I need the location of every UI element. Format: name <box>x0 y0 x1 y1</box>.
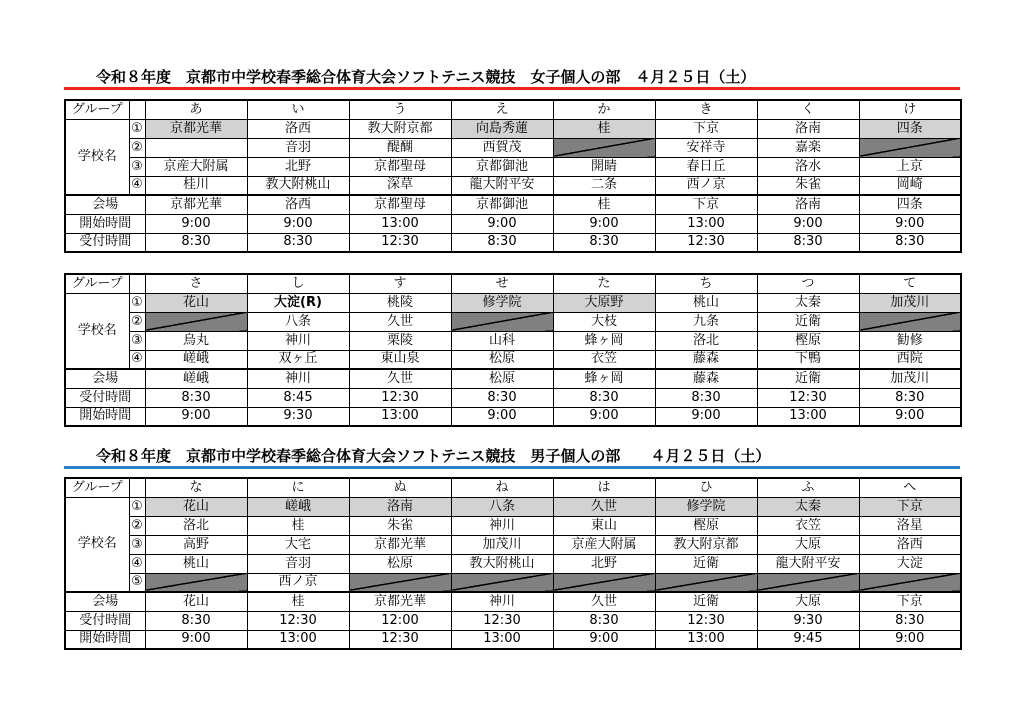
school-name: 京都光華 <box>349 535 451 554</box>
school-name: 上京 <box>859 157 961 176</box>
reception-time-row <box>65 611 961 630</box>
venue-row <box>65 369 961 388</box>
school-name: 桃山 <box>145 554 247 573</box>
school-name: 洛南 <box>757 119 859 138</box>
reception-time-value: 12:30 <box>247 611 349 630</box>
start-time-value: 12:30 <box>349 630 451 649</box>
girls-table-1 <box>64 99 962 253</box>
venue-value: 花山 <box>145 592 247 611</box>
school-row <box>65 157 961 176</box>
school-name: 朱雀 <box>349 516 451 535</box>
empty-slot <box>451 573 553 592</box>
boys-heading-rule <box>64 466 960 469</box>
school-name: 神川 <box>247 331 349 350</box>
venue-label: 会場 <box>65 369 145 388</box>
reception-time-value: 12:30 <box>451 611 553 630</box>
group-header-row <box>65 478 961 497</box>
boys-table <box>64 477 962 650</box>
venue-value: 洛西 <box>247 195 349 214</box>
reception-time-value: 8:30 <box>451 233 553 252</box>
group-name: な <box>145 478 247 497</box>
venue-value: 久世 <box>553 592 655 611</box>
entry-number: ③ <box>129 157 145 176</box>
school-name <box>145 138 247 157</box>
group-name: く <box>757 100 859 119</box>
group-header-row <box>65 100 961 119</box>
spacer-cell <box>129 274 145 293</box>
school-name: 大宅 <box>247 535 349 554</box>
venue-value: 京都光華 <box>349 592 451 611</box>
school-name: 桂 <box>247 516 349 535</box>
school-name: 深草 <box>349 176 451 195</box>
venue-value: 蜂ヶ岡 <box>553 369 655 388</box>
school-name: 西ノ京 <box>655 176 757 195</box>
school-name: 嘉楽 <box>757 138 859 157</box>
venue-value: 神川 <box>247 369 349 388</box>
school-name: 洛北 <box>655 331 757 350</box>
school-name: 花山 <box>145 293 247 312</box>
school-name: 下鴨 <box>757 350 859 369</box>
school-name: 松原 <box>451 350 553 369</box>
reception-time-row <box>65 233 961 252</box>
school-name: 大原野 <box>553 293 655 312</box>
reception-time-value: 12:30 <box>349 233 451 252</box>
school-name: 勧修 <box>859 331 961 350</box>
school-name: 京産大附属 <box>145 157 247 176</box>
empty-slot <box>145 312 247 331</box>
venue-row <box>65 592 961 611</box>
school-name: 洛西 <box>859 535 961 554</box>
reception-time-label: 受付時間 <box>65 611 145 630</box>
school-name: 朱雀 <box>757 176 859 195</box>
venue-value: 加茂川 <box>859 369 961 388</box>
empty-slot <box>451 312 553 331</box>
entry-number: ③ <box>129 535 145 554</box>
reception-time-value: 8:30 <box>145 233 247 252</box>
school-name: 修学院 <box>655 497 757 516</box>
empty-slot <box>553 573 655 592</box>
group-name: は <box>553 478 655 497</box>
school-name: 安祥寺 <box>655 138 757 157</box>
school-name: 開睛 <box>553 157 655 176</box>
start-time-value: 9:00 <box>553 407 655 426</box>
school-name: 音羽 <box>247 138 349 157</box>
empty-slot <box>859 312 961 331</box>
venue-value: 大原 <box>757 592 859 611</box>
group-label: グループ <box>65 274 129 293</box>
school-row <box>65 119 961 138</box>
school-name: 教大附桃山 <box>451 554 553 573</box>
group-name: さ <box>145 274 247 293</box>
school-name: 近衛 <box>757 312 859 331</box>
start-time-value: 9:00 <box>247 214 349 233</box>
group-name: て <box>859 274 961 293</box>
school-name: 桂 <box>553 119 655 138</box>
group-name: い <box>247 100 349 119</box>
reception-time-value: 8:30 <box>859 233 961 252</box>
school-name: 栗陵 <box>349 331 451 350</box>
school-row <box>65 138 961 157</box>
entry-number: ② <box>129 516 145 535</box>
reception-time-value: 8:30 <box>553 233 655 252</box>
school-row <box>65 293 961 312</box>
start-time-value: 9:00 <box>451 214 553 233</box>
venue-label: 会場 <box>65 195 145 214</box>
group-header-row <box>65 274 961 293</box>
school-name: 加茂川 <box>451 535 553 554</box>
spacer-cell <box>129 100 145 119</box>
start-time-value: 9:00 <box>655 407 757 426</box>
boys-heading: 令和８年度 京都市中学校春季総合体育大会ソフトテニス競技 男子個人の部 ４月２５日（土） <box>96 447 771 465</box>
school-name: 双ヶ丘 <box>247 350 349 369</box>
empty-slot <box>655 573 757 592</box>
school-row <box>65 554 961 573</box>
school-name: 太秦 <box>757 497 859 516</box>
reception-time-value: 12:30 <box>655 611 757 630</box>
school-name: 向島秀蓮 <box>451 119 553 138</box>
school-row <box>65 312 961 331</box>
reception-time-value: 12:00 <box>349 611 451 630</box>
school-name: 西賀茂 <box>451 138 553 157</box>
school-row <box>65 331 961 350</box>
school-name: 桃陵 <box>349 293 451 312</box>
venue-value: 京都聖母 <box>349 195 451 214</box>
school-name: 龍大附平安 <box>757 554 859 573</box>
start-time-value: 9:00 <box>859 407 961 426</box>
school-name: 大淀 <box>859 554 961 573</box>
school-name: 衣笠 <box>553 350 655 369</box>
group-name: へ <box>859 478 961 497</box>
school-row <box>65 573 961 592</box>
start-time-row <box>65 214 961 233</box>
school-name: 京産大附属 <box>553 535 655 554</box>
school-row <box>65 497 961 516</box>
school-name: 教大附桃山 <box>247 176 349 195</box>
entry-number: ② <box>129 138 145 157</box>
school-name: 藤森 <box>655 350 757 369</box>
start-time-value: 9:00 <box>145 630 247 649</box>
school-name: 嵯峨 <box>145 350 247 369</box>
school-name: 桂川 <box>145 176 247 195</box>
school-name: 久世 <box>553 497 655 516</box>
reception-time-value: 8:45 <box>247 388 349 407</box>
school-label: 学校名 <box>65 119 129 195</box>
group-name: け <box>859 100 961 119</box>
reception-time-row <box>65 388 961 407</box>
venue-value: 洛南 <box>757 195 859 214</box>
school-name: 洛南 <box>349 497 451 516</box>
school-name: 東山 <box>553 516 655 535</box>
school-name: 松原 <box>349 554 451 573</box>
reception-time-value: 8:30 <box>553 388 655 407</box>
entry-number: ④ <box>129 176 145 195</box>
school-name: 下京 <box>655 119 757 138</box>
venue-value: 下京 <box>859 592 961 611</box>
reception-time-value: 8:30 <box>655 388 757 407</box>
school-name: 八条 <box>451 497 553 516</box>
entry-number: ④ <box>129 554 145 573</box>
group-name: か <box>553 100 655 119</box>
school-name: 洛水 <box>757 157 859 176</box>
group-name: つ <box>757 274 859 293</box>
girls-heading: 令和８年度 京都市中学校春季総合体育大会ソフトテニス競技 女子個人の部 ４月２５日（土） <box>96 68 756 86</box>
entry-number: ⑤ <box>129 573 145 592</box>
start-time-label: 開始時間 <box>65 214 145 233</box>
school-name: 北野 <box>553 554 655 573</box>
school-name: 春日丘 <box>655 157 757 176</box>
empty-slot <box>553 138 655 157</box>
school-name: 神川 <box>451 516 553 535</box>
school-name: 四条 <box>859 119 961 138</box>
reception-time-value: 9:30 <box>757 611 859 630</box>
group-name: え <box>451 100 553 119</box>
start-time-value: 13:00 <box>655 214 757 233</box>
group-name: ち <box>655 274 757 293</box>
school-name: 修学院 <box>451 293 553 312</box>
school-name: 京都聖母 <box>349 157 451 176</box>
reception-time-value: 8:30 <box>859 388 961 407</box>
school-name: 山科 <box>451 331 553 350</box>
venue-value: 四条 <box>859 195 961 214</box>
start-time-row <box>65 407 961 426</box>
group-name: せ <box>451 274 553 293</box>
empty-slot <box>757 573 859 592</box>
entry-number: ① <box>129 497 145 516</box>
start-time-value: 13:00 <box>349 214 451 233</box>
venue-value: 久世 <box>349 369 451 388</box>
entry-number: ① <box>129 119 145 138</box>
start-time-label: 開始時間 <box>65 630 145 649</box>
school-name: 龍大附平安 <box>451 176 553 195</box>
school-name: 西院 <box>859 350 961 369</box>
school-name: 教大附京都 <box>349 119 451 138</box>
school-name: 大淀(R) <box>247 293 349 312</box>
reception-time-label: 受付時間 <box>65 233 145 252</box>
school-row <box>65 516 961 535</box>
school-name: 烏丸 <box>145 331 247 350</box>
school-name: 洛星 <box>859 516 961 535</box>
school-name: 八条 <box>247 312 349 331</box>
group-name: ふ <box>757 478 859 497</box>
school-name: 樫原 <box>757 331 859 350</box>
school-name: 京都光華 <box>145 119 247 138</box>
group-name: ぬ <box>349 478 451 497</box>
reception-time-value: 12:30 <box>655 233 757 252</box>
spacer-cell <box>129 478 145 497</box>
group-name: た <box>553 274 655 293</box>
girls-table-2 <box>64 273 962 427</box>
group-label: グループ <box>65 478 129 497</box>
start-time-label: 開始時間 <box>65 407 145 426</box>
start-time-value: 9:00 <box>757 214 859 233</box>
venue-value: 桂 <box>553 195 655 214</box>
start-time-value: 13:00 <box>247 630 349 649</box>
venue-label: 会場 <box>65 592 145 611</box>
school-name: 東山泉 <box>349 350 451 369</box>
empty-slot <box>859 573 961 592</box>
start-time-value: 9:00 <box>145 407 247 426</box>
reception-time-value: 8:30 <box>451 388 553 407</box>
school-name: 嵯峨 <box>247 497 349 516</box>
start-time-value: 9:45 <box>757 630 859 649</box>
school-name: 太秦 <box>757 293 859 312</box>
school-row <box>65 176 961 195</box>
school-name: 九条 <box>655 312 757 331</box>
group-name: き <box>655 100 757 119</box>
group-label: グループ <box>65 100 129 119</box>
venue-value: 桂 <box>247 592 349 611</box>
school-name: 下京 <box>859 497 961 516</box>
start-time-value: 9:00 <box>859 214 961 233</box>
school-name: 音羽 <box>247 554 349 573</box>
venue-value: 神川 <box>451 592 553 611</box>
school-name: 教大附京都 <box>655 535 757 554</box>
group-name: あ <box>145 100 247 119</box>
school-name: 西ノ京 <box>247 573 349 592</box>
school-name: 洛北 <box>145 516 247 535</box>
venue-value: 京都光華 <box>145 195 247 214</box>
group-name: に <box>247 478 349 497</box>
school-label: 学校名 <box>65 293 129 369</box>
school-name: 花山 <box>145 497 247 516</box>
school-name: 大原 <box>757 535 859 554</box>
school-name: 樫原 <box>655 516 757 535</box>
empty-slot <box>349 573 451 592</box>
venue-row <box>65 195 961 214</box>
reception-time-value: 12:30 <box>757 388 859 407</box>
entry-number: ③ <box>129 331 145 350</box>
entry-number: ④ <box>129 350 145 369</box>
school-name: 久世 <box>349 312 451 331</box>
school-name: 桃山 <box>655 293 757 312</box>
school-row <box>65 535 961 554</box>
venue-value: 京都御池 <box>451 195 553 214</box>
school-name: 洛西 <box>247 119 349 138</box>
start-time-value: 13:00 <box>451 630 553 649</box>
group-name: う <box>349 100 451 119</box>
reception-time-label: 受付時間 <box>65 388 145 407</box>
start-time-value: 13:00 <box>757 407 859 426</box>
start-time-value: 9:30 <box>247 407 349 426</box>
school-name: 衣笠 <box>757 516 859 535</box>
start-time-value: 9:00 <box>859 630 961 649</box>
start-time-value: 9:00 <box>451 407 553 426</box>
reception-time-value: 8:30 <box>145 388 247 407</box>
school-name: 二条 <box>553 176 655 195</box>
group-name: ね <box>451 478 553 497</box>
reception-time-value: 8:30 <box>553 611 655 630</box>
reception-time-value: 8:30 <box>859 611 961 630</box>
school-name: 北野 <box>247 157 349 176</box>
reception-time-value: 8:30 <box>145 611 247 630</box>
start-time-value: 9:00 <box>145 214 247 233</box>
group-name: す <box>349 274 451 293</box>
school-name: 岡崎 <box>859 176 961 195</box>
start-time-value: 13:00 <box>655 630 757 649</box>
reception-time-value: 8:30 <box>757 233 859 252</box>
group-name: ひ <box>655 478 757 497</box>
start-time-row <box>65 630 961 649</box>
girls-heading-rule <box>64 87 960 90</box>
entry-number: ① <box>129 293 145 312</box>
school-name: 蜂ヶ岡 <box>553 331 655 350</box>
school-name: 近衛 <box>655 554 757 573</box>
start-time-value: 13:00 <box>349 407 451 426</box>
venue-value: 下京 <box>655 195 757 214</box>
reception-time-value: 8:30 <box>247 233 349 252</box>
entry-number: ② <box>129 312 145 331</box>
empty-slot <box>859 138 961 157</box>
venue-value: 近衛 <box>757 369 859 388</box>
empty-slot <box>145 573 247 592</box>
school-name: 醍醐 <box>349 138 451 157</box>
venue-value: 藤森 <box>655 369 757 388</box>
venue-value: 松原 <box>451 369 553 388</box>
start-time-value: 9:00 <box>553 214 655 233</box>
group-name: し <box>247 274 349 293</box>
reception-time-value: 12:30 <box>349 388 451 407</box>
school-name: 加茂川 <box>859 293 961 312</box>
venue-value: 嵯峨 <box>145 369 247 388</box>
school-name: 京都御池 <box>451 157 553 176</box>
school-label: 学校名 <box>65 497 129 592</box>
school-name: 大枝 <box>553 312 655 331</box>
venue-value: 近衛 <box>655 592 757 611</box>
start-time-value: 9:00 <box>553 630 655 649</box>
school-name: 高野 <box>145 535 247 554</box>
school-row <box>65 350 961 369</box>
